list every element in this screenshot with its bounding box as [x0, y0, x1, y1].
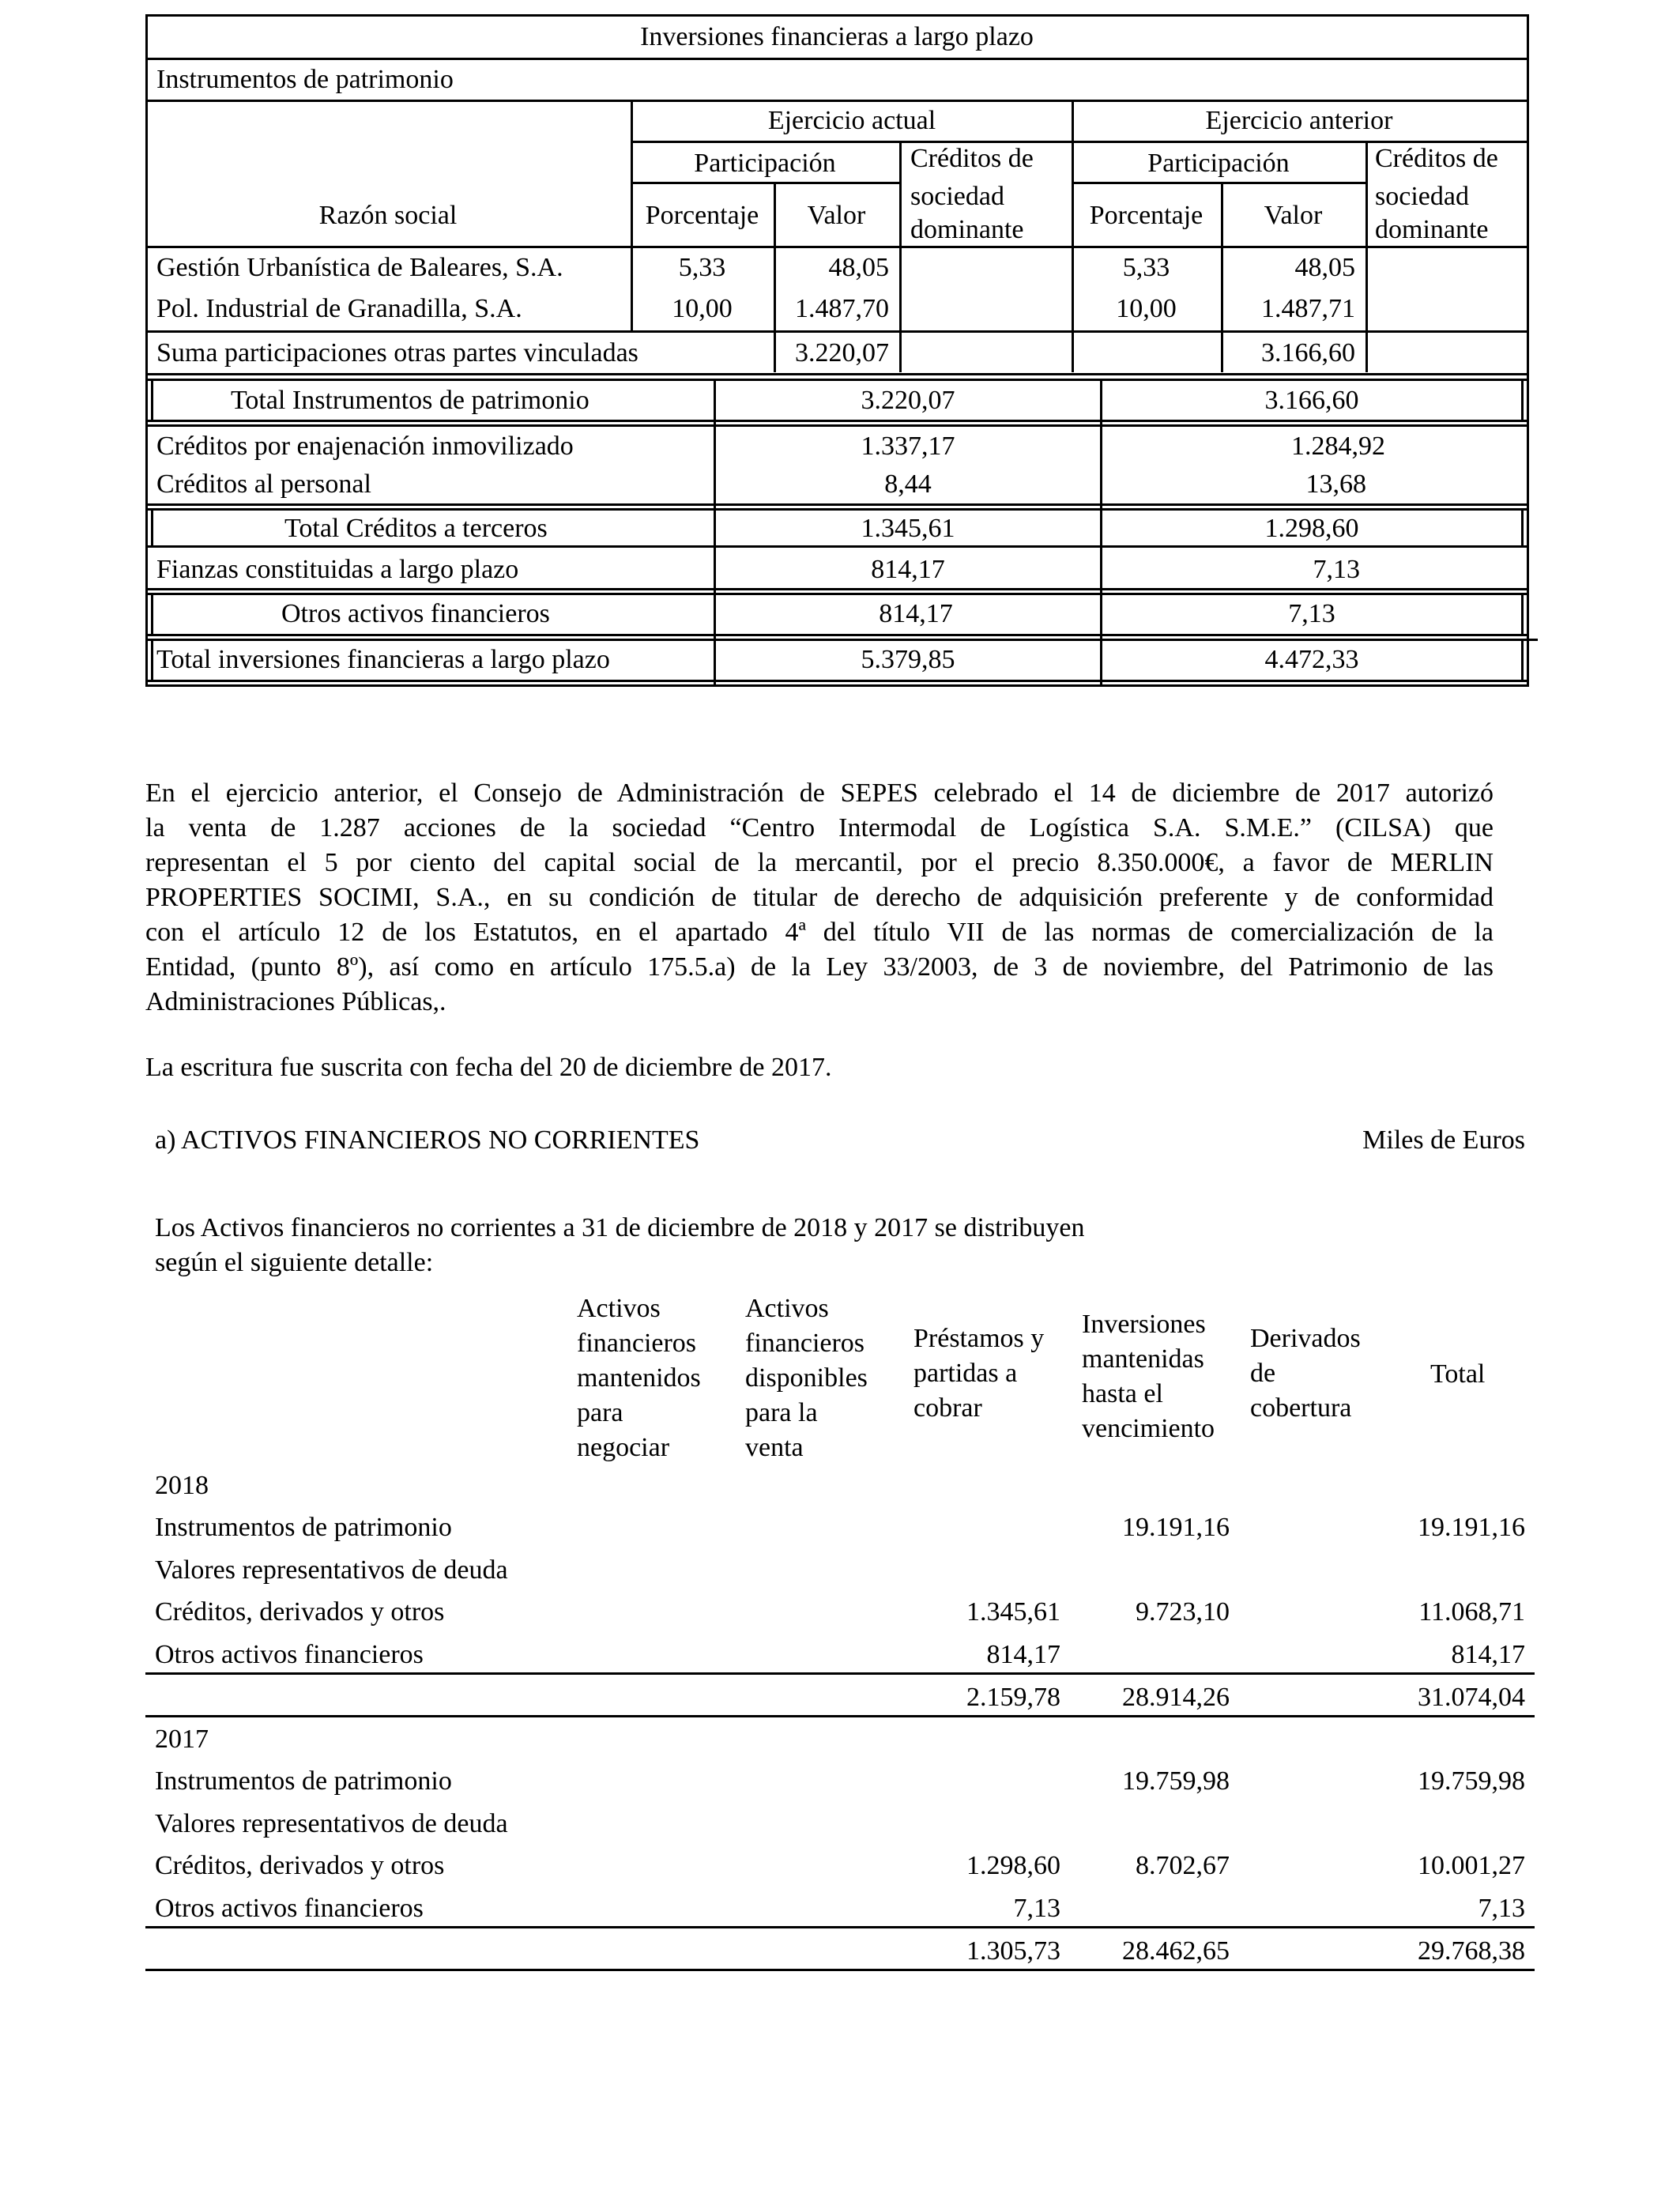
company-header: Razón social: [318, 201, 458, 230]
total-value: 7,13: [1478, 1894, 1525, 1923]
deposits-value: 7,13: [1313, 555, 1360, 584]
sale-paragraph: [145, 776, 1494, 1020]
percent-cell: 10,00: [672, 294, 733, 323]
table-border: [899, 141, 902, 372]
grand-total-value: 4.472,33: [1264, 645, 1359, 674]
table-border: [145, 684, 1528, 687]
table-border: [145, 330, 1528, 333]
subtotal-rule: [145, 1672, 1535, 1675]
header-line: cobertura: [1250, 1393, 1352, 1423]
units-label: Miles de Euros: [1362, 1125, 1525, 1155]
table-border: [145, 508, 1528, 511]
credits-header: dominante: [910, 215, 1024, 244]
year-label: 2018: [155, 1471, 209, 1500]
other-assets-value: 7,13: [1288, 599, 1335, 628]
held-total: 28.462,65: [1122, 1936, 1230, 1966]
table-border: [631, 182, 899, 184]
loans-total: 2.159,78: [966, 1683, 1060, 1712]
table-border: [145, 503, 1528, 506]
credit-value: 8,44: [884, 469, 932, 499]
header-line: de: [1250, 1359, 1276, 1388]
loans-value: 1.298,60: [966, 1851, 1060, 1880]
credit-value: 1.337,17: [861, 432, 955, 461]
row-label: Otros activos financieros: [155, 1640, 424, 1669]
header-line: Derivados: [1250, 1324, 1361, 1353]
participation-header: Participación: [694, 149, 836, 178]
total-value: 11.068,71: [1418, 1597, 1525, 1627]
total-credits-value: 1.298,60: [1264, 514, 1359, 543]
subtotal-rule: [145, 1926, 1535, 1928]
header-line: financieros: [577, 1329, 697, 1358]
table-border: [1072, 100, 1074, 372]
header-line: para: [577, 1398, 623, 1427]
total-value: 19.191,16: [1418, 1513, 1525, 1542]
deed-paragraph: La escritura fue suscrita con fecha del 20 de diciembre de 2017.: [145, 1053, 832, 1082]
table-border: [151, 639, 153, 682]
header-line: negociar: [577, 1433, 670, 1462]
other-assets-value: 814,17: [879, 599, 953, 628]
col-header-loans: [913, 1321, 1044, 1426]
percent-cell: 5,33: [1122, 253, 1170, 282]
table-border: [145, 58, 1528, 60]
credits-header: sociedad: [1375, 182, 1469, 211]
grand-total: 29.768,38: [1418, 1936, 1525, 1966]
header-line: Activos: [577, 1294, 661, 1323]
header-line: Activos: [745, 1294, 829, 1323]
col-header-trading: [577, 1291, 701, 1465]
paragraph-line: la venta de 1.287 acciones de la sociedad “Centro Intermodal de Logística S.A. S.M.E.” (CILSA) que: [145, 813, 1494, 843]
header-line: para la: [745, 1398, 818, 1427]
participation-header: Participación: [1147, 149, 1290, 178]
sum-value: 3.166,60: [1261, 338, 1355, 368]
table-border: [145, 100, 1528, 102]
table-border: [151, 379, 153, 422]
paragraph-line: En el ejercicio anterior, el Consejo de Administración de SEPES celebrado el 14 de diciembre de 2017 autorizó: [145, 778, 1494, 808]
row-label: Valores representativos de deuda: [155, 1555, 508, 1585]
table-border: [151, 508, 153, 545]
table-border: [145, 246, 1528, 248]
header-line: mantenidas: [1082, 1344, 1204, 1374]
grand-total: 31.074,04: [1418, 1683, 1525, 1712]
paragraph-line: Entidad, (punto 8º), así como en artículo 175.5.a) de la Ley 33/2003, de 3 de noviembre, del Patrimonio de las: [145, 952, 1494, 982]
col-header-total: Total: [1430, 1359, 1486, 1389]
section-intro: según el siguiente detalle:: [155, 1248, 434, 1277]
held-value: 19.191,16: [1122, 1513, 1230, 1542]
total-equity-label: Total Instrumentos de patrimonio: [231, 386, 590, 415]
header-line: venta: [745, 1433, 804, 1462]
sum-label: Suma participaciones otras partes vinculadas: [156, 338, 638, 368]
deposits-value: 814,17: [871, 555, 945, 584]
grand-total-value: 5.379,85: [861, 645, 955, 674]
credit-value: 1.284,92: [1291, 432, 1385, 461]
row-label: Valores representativos de deuda: [155, 1809, 508, 1838]
total-rule: [145, 1715, 1535, 1717]
table-border: [145, 420, 1528, 422]
total-equity-value: 3.220,07: [861, 386, 955, 415]
credits-header: sociedad: [910, 182, 1004, 211]
header-line: Préstamos y: [913, 1324, 1045, 1353]
total-value: 814,17: [1451, 1640, 1525, 1669]
table-border: [1521, 379, 1524, 422]
percent-header: Porcentaje: [645, 201, 759, 230]
deposits-label: Fianzas constituidas a largo plazo: [156, 555, 519, 584]
table-border: [145, 424, 1528, 427]
company-name: Gestión Urbanística de Baleares, S.A.: [156, 253, 563, 282]
table-border: [1527, 14, 1529, 687]
row-label: Créditos, derivados y otros: [155, 1851, 445, 1880]
value-header: Valor: [1264, 201, 1323, 230]
table-border: [1521, 508, 1524, 545]
header-line: disponibles: [745, 1363, 868, 1393]
grand-total-label: Total inversiones financieras a largo plazo: [156, 645, 610, 674]
value-header: Valor: [807, 201, 866, 230]
header-line: financieros: [745, 1329, 865, 1358]
value-cell: 48,05: [828, 253, 889, 282]
table-border: [145, 593, 1528, 595]
paragraph-line: representan el 5 por ciento del capital social de la mercantil, por el precio 8.350.000€, a favor de MERLIN: [145, 848, 1494, 877]
percent-cell: 10,00: [1116, 294, 1177, 323]
table-border: [145, 373, 1528, 375]
loans-value: 7,13: [1013, 1894, 1060, 1923]
credits-header: Créditos de: [910, 144, 1034, 173]
value-cell: 1.487,70: [795, 294, 889, 323]
table-border: [145, 680, 1528, 682]
table-border: [631, 141, 1528, 143]
total-credits-label: Total Créditos a terceros: [284, 514, 548, 543]
row-label: Instrumentos de patrimonio: [155, 1513, 452, 1542]
col-header-held-to-maturity: [1082, 1307, 1215, 1446]
sum-value: 3.220,07: [795, 338, 889, 368]
table-border: [1521, 639, 1524, 682]
table-border: [1521, 593, 1524, 636]
row-label: Otros activos financieros: [155, 1894, 424, 1923]
section-heading: a) ACTIVOS FINANCIEROS NO CORRIENTES: [155, 1125, 700, 1155]
held-total: 28.914,26: [1122, 1683, 1230, 1712]
table-border: [145, 545, 1528, 548]
col-header-hedging: [1250, 1321, 1361, 1426]
table-border: [145, 14, 1528, 17]
col-header-available-for-sale: [745, 1291, 868, 1465]
table-border: [145, 14, 148, 687]
paragraph-line: con el artículo 12 de los Estatutos, en el apartado 4ª del título VII de las normas de comercialización de la: [145, 918, 1494, 947]
loans-value: 1.345,61: [966, 1597, 1060, 1627]
year-label: 2017: [155, 1725, 209, 1754]
held-value: 19.759,98: [1122, 1766, 1230, 1796]
credits-header: Créditos de: [1375, 144, 1498, 173]
header-line: vencimiento: [1082, 1414, 1215, 1443]
header-line: mantenidos: [577, 1363, 701, 1393]
company-name: Pol. Industrial de Granadilla, S.A.: [156, 294, 522, 323]
table-title: Inversiones financieras a largo plazo: [640, 22, 1034, 51]
table-border: [1072, 182, 1365, 184]
percent-header: Porcentaje: [1089, 201, 1203, 230]
table-border: [145, 639, 1538, 641]
total-credits-value: 1.345,61: [861, 514, 955, 543]
total-rule: [145, 1969, 1535, 1971]
table-border: [145, 379, 1528, 381]
current-year-header: Ejercicio actual: [767, 106, 936, 135]
value-cell: 1.487,71: [1261, 294, 1355, 323]
header-line: hasta el: [1082, 1379, 1163, 1408]
held-value: 9.723,10: [1136, 1597, 1230, 1627]
total-value: 19.759,98: [1418, 1766, 1525, 1796]
previous-year-header: Ejercicio anterior: [1205, 106, 1393, 135]
other-assets-label: Otros activos financieros: [281, 599, 550, 628]
total-equity-value: 3.166,60: [1264, 386, 1359, 415]
loans-value: 814,17: [986, 1640, 1060, 1669]
credit-label: Créditos al personal: [156, 469, 371, 499]
held-value: 8.702,67: [1136, 1851, 1230, 1880]
table-border: [145, 588, 1528, 590]
header-line: Inversiones: [1082, 1310, 1206, 1339]
credit-value: 13,68: [1305, 469, 1366, 499]
credits-header: dominante: [1375, 215, 1489, 244]
table-border: [151, 593, 153, 636]
total-value: 10.001,27: [1418, 1851, 1525, 1880]
header-line: partidas a: [913, 1359, 1018, 1388]
header-line: cobrar: [913, 1393, 982, 1423]
row-label: Instrumentos de patrimonio: [155, 1766, 452, 1796]
table-border: [145, 634, 1528, 636]
section-intro: Los Activos financieros no corrientes a 31 de diciembre de 2018 y 2017 se distribuyen: [155, 1213, 1085, 1242]
row-label: Créditos, derivados y otros: [155, 1597, 445, 1627]
value-cell: 48,05: [1294, 253, 1355, 282]
percent-cell: 5,33: [678, 253, 726, 282]
paragraph-line: Administraciones Públicas,.: [145, 987, 446, 1016]
table-subtitle: Instrumentos de patrimonio: [156, 65, 454, 94]
paragraph-line: PROPERTIES SOCIMI, S.A., en su condición de titular de derecho de adquisición preferente y de conformidad: [145, 883, 1494, 912]
credit-label: Créditos por enajenación inmovilizado: [156, 432, 574, 461]
loans-total: 1.305,73: [966, 1936, 1060, 1966]
table-border: [1365, 141, 1368, 372]
